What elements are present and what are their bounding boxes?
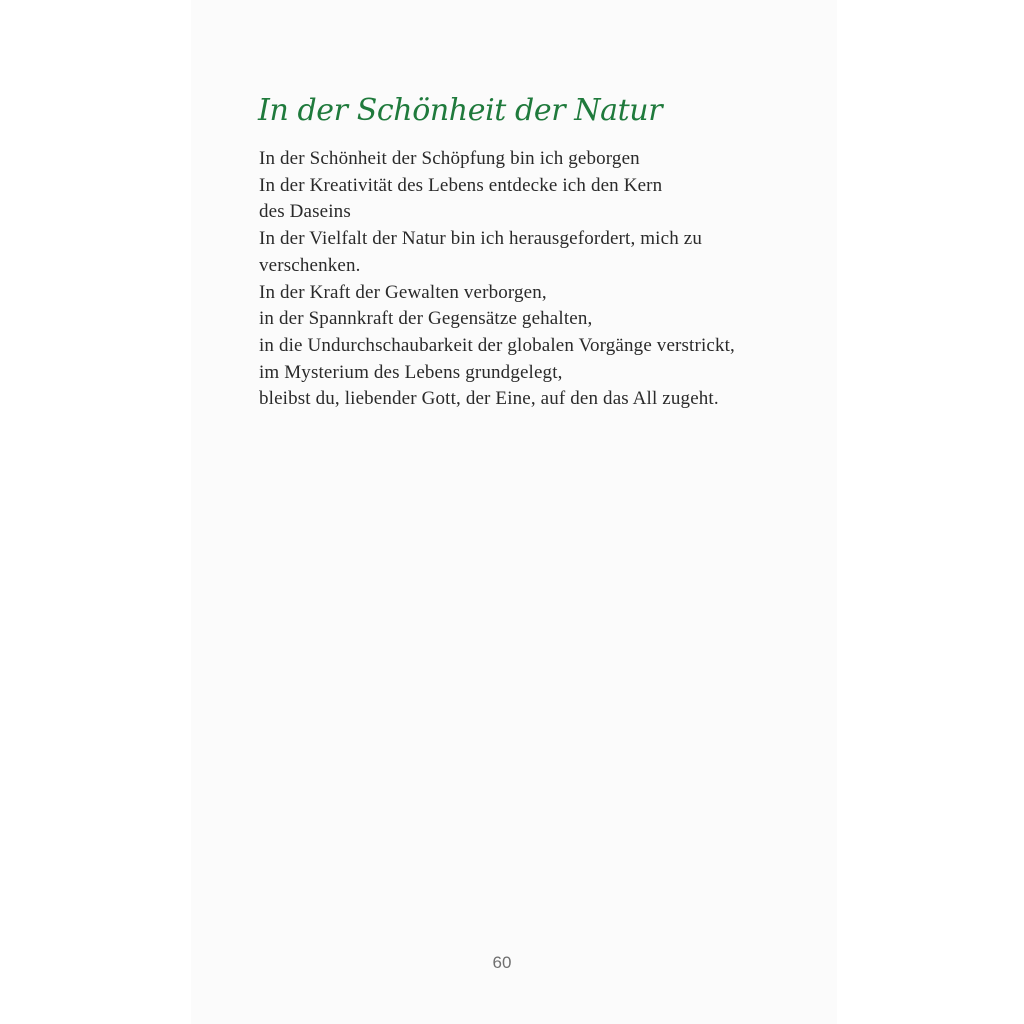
poem-line: In der Kreativität des Lebens entdecke ich den Kern xyxy=(259,174,663,196)
poem-line: im Mysterium des Lebens grundgelegt, xyxy=(259,361,563,383)
page-number: 60 xyxy=(492,953,512,972)
poem-body xyxy=(259,146,819,413)
poem-line: bleibst du, liebender Gott, der Eine, auf den das All zugeht. xyxy=(259,388,719,410)
poem-title: In der Schönheit der Natur xyxy=(258,93,663,128)
poem-line: In der Kraft der Gewalten verborgen, xyxy=(259,281,547,303)
poem-line: In der Schönheit der Schöpfung bin ich geborgen xyxy=(259,148,640,169)
poem-line: des Daseins xyxy=(259,201,351,223)
poem-line: in der Spannkraft der Gegensätze gehalten, xyxy=(259,308,593,330)
poem-line: In der Vielfalt der Natur bin ich herausgefordert, mich zu xyxy=(259,228,702,250)
poem-line: verschenken. xyxy=(259,254,361,276)
poem-line: in die Undurchschaubarkeit der globalen Vorgänge verstrickt, xyxy=(259,334,735,356)
